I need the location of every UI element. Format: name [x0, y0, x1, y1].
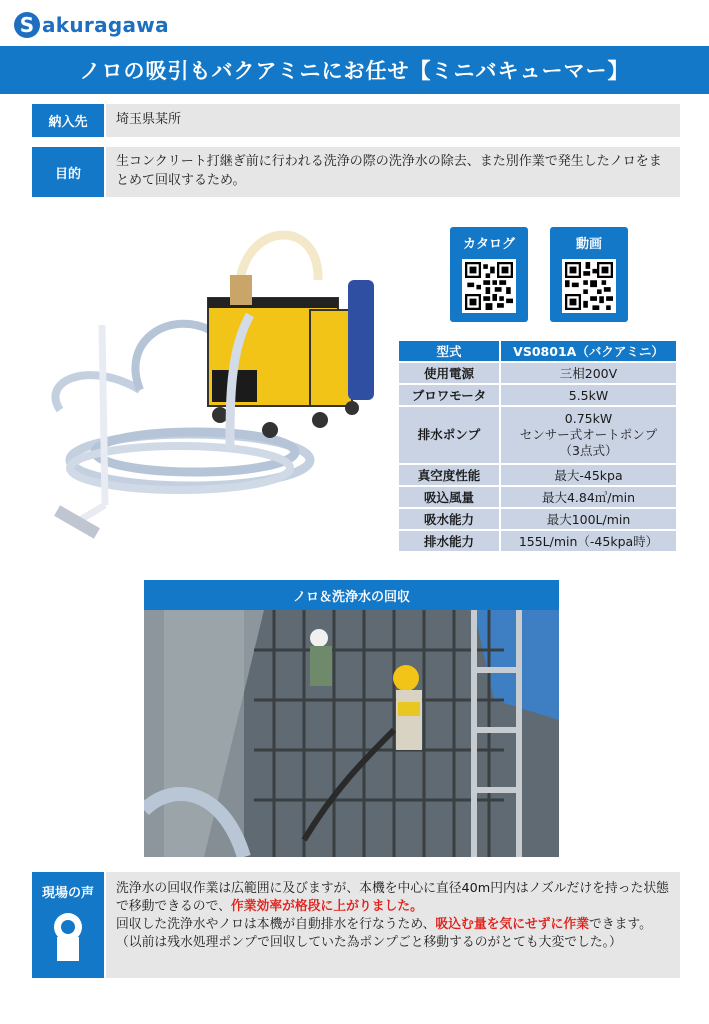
voice-label: 現場の声	[41, 886, 94, 901]
spec-table	[397, 339, 678, 553]
video-qr-card[interactable]	[550, 227, 628, 322]
spec-value-line: センサー式オートポンプ	[519, 426, 658, 442]
spec-value: 155L/min（-45kpa時）	[500, 530, 677, 552]
spec-value: 最大-45kpa	[500, 464, 677, 486]
spec-value-line: 0.75kW	[564, 410, 613, 426]
spec-key: ブロワモータ	[398, 384, 500, 406]
spec-row	[398, 486, 677, 508]
person-icon	[48, 911, 88, 961]
spec-header-row	[398, 340, 677, 362]
delivery-value: 埼玉県某所	[106, 104, 680, 137]
spec-key: 吸込風量	[398, 486, 500, 508]
delivery-label: 納入先	[32, 104, 104, 137]
vacuum-machine-photo	[30, 220, 390, 560]
logo-text: akuragawa	[42, 13, 169, 37]
spec-key: 真空度性能	[398, 464, 500, 486]
site-photo	[144, 610, 559, 857]
spec-row	[398, 530, 677, 552]
voice-paragraph	[116, 916, 670, 934]
spec-row	[398, 362, 677, 384]
spec-value-multiline	[500, 406, 677, 464]
catalog-qr-card[interactable]	[450, 227, 528, 322]
video-qr-icon	[562, 259, 616, 313]
spec-value-line: （3点式）	[559, 443, 618, 459]
logo-mark: S	[14, 12, 40, 38]
spec-key: 吸水能力	[398, 508, 500, 530]
catalog-label: カタログ	[462, 237, 515, 252]
purpose-label: 目的	[32, 147, 104, 197]
voice-paragraph: （以前は残水処理ポンプで回収していた為ポンプごと移動するのがとても大変でした。）	[116, 935, 622, 951]
brand-logo	[14, 10, 169, 40]
spec-row	[398, 508, 677, 530]
voice-label-panel	[32, 872, 104, 978]
spec-value: 三相200V	[500, 362, 677, 384]
spec-key: 使用電源	[398, 362, 500, 384]
spec-key: 型式	[398, 340, 500, 362]
photo-caption: ノロ＆洗浄水の回収	[144, 580, 559, 610]
page-title: ノロの吸引もバクアミニにお任せ【ミニバキューマー】	[0, 46, 709, 94]
catalog-qr-icon	[462, 259, 516, 313]
purpose-value: 生コンクリート打継ぎ前に行われる洗浄の際の洗浄水の除去、また別作業で発生したノロをまとめて回収するため。	[106, 147, 680, 197]
spec-row	[398, 464, 677, 486]
spec-value: 最大100L/min	[500, 508, 677, 530]
spec-value: 最大4.84㎥/min	[500, 486, 677, 508]
spec-row	[398, 406, 677, 464]
voice-text-span: できます。	[588, 917, 652, 933]
spec-value: 5.5kW	[500, 384, 677, 406]
voice-text	[106, 872, 680, 978]
voice-text-span: 回収した洗浄水やノロは本機が自動排水を行なうため、	[116, 917, 436, 933]
voice-paragraph	[116, 880, 670, 916]
spec-row	[398, 384, 677, 406]
spec-value: VS0801A（バクアミニ）	[500, 340, 677, 362]
spec-key: 排水ポンプ	[398, 406, 500, 464]
video-label: 動画	[575, 237, 602, 252]
voice-highlight: 作業効率が格段に上がりました。	[230, 899, 423, 915]
spec-key: 排水能力	[398, 530, 500, 552]
voice-highlight: 吸込む量を気にせずに作業	[435, 917, 589, 933]
voice-text-span: 洗浄水の回収作業は広範囲に及びますが、本機を中心に直径40m円内はノズルだけを持った状態で移動できるので、	[116, 881, 669, 915]
